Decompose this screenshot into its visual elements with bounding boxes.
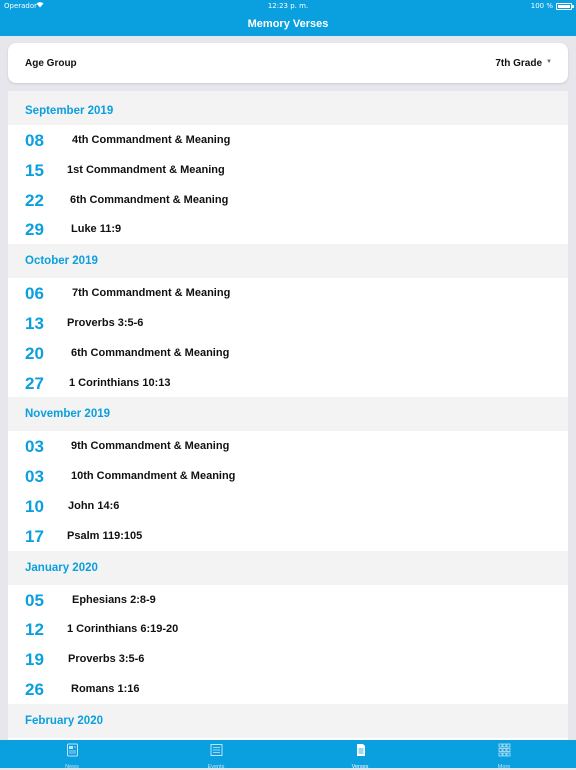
news-icon	[66, 743, 79, 762]
verse-row[interactable]	[8, 521, 568, 551]
verse-day: 03	[25, 437, 44, 457]
verse-day: 08	[25, 131, 44, 150]
tab-label: News	[65, 764, 79, 770]
month-header	[8, 397, 568, 431]
age-group-value: 7th Grade	[495, 57, 543, 69]
verse-day: 19	[25, 650, 44, 670]
verse-title: 6th Commandment & Meaning	[71, 346, 230, 359]
verse-day: 17	[25, 526, 44, 546]
age-group-dropdown[interactable]	[495, 58, 552, 69]
month-header	[8, 91, 568, 125]
tab-events[interactable]	[144, 740, 288, 768]
verse-row[interactable]	[8, 644, 568, 674]
caret-down-icon: ▼	[546, 59, 552, 65]
verse-list[interactable]	[8, 91, 568, 751]
tab-label: More	[497, 764, 511, 770]
verse-row[interactable]	[8, 278, 568, 308]
verse-title: Luke 11:9	[71, 223, 122, 236]
status-time: 12:23 p. m.	[267, 2, 309, 10]
month-label: November 2019	[25, 408, 111, 421]
verse-title: 1st Commandment & Meaning	[67, 163, 225, 176]
verse-day: 13	[25, 313, 44, 333]
battery-indicator	[531, 0, 572, 12]
month-label: October 2019	[25, 255, 98, 268]
age-group-selector[interactable]	[8, 43, 568, 83]
battery-percent: 100 %	[530, 2, 553, 10]
verse-row[interactable]	[8, 125, 568, 155]
verse-row[interactable]	[8, 614, 568, 644]
verse-row[interactable]	[8, 431, 568, 461]
month-label: September 2019	[25, 105, 114, 117]
tab-more[interactable]	[432, 740, 576, 768]
verse-row[interactable]	[8, 368, 568, 398]
age-group-label: Age Group	[25, 57, 77, 69]
verse-day: 26	[25, 679, 44, 699]
verse-title: 1 Corinthians 10:13	[69, 376, 171, 389]
verse-day: 12	[25, 620, 44, 640]
verse-row[interactable]	[8, 461, 568, 491]
verse-row[interactable]	[8, 185, 568, 215]
verse-row[interactable]	[8, 674, 568, 704]
verse-title: 4th Commandment & Meaning	[72, 134, 231, 146]
verse-title: 6th Commandment & Meaning	[70, 193, 229, 206]
verse-title: Proverbs 3:5-6	[68, 653, 145, 666]
status-bar	[0, 0, 576, 12]
verse-row[interactable]	[8, 308, 568, 338]
verse-title: Ephesians 2:8-9	[72, 593, 156, 606]
carrier-label: Operador	[4, 2, 38, 10]
nav-bar	[0, 12, 576, 36]
verse-title: 7th Commandment & Meaning	[72, 287, 231, 300]
tab-label: Verses	[351, 764, 369, 770]
verse-row[interactable]	[8, 585, 568, 615]
month-header	[8, 551, 568, 585]
verse-day: 03	[25, 467, 44, 487]
verse-day: 15	[25, 160, 44, 180]
month-label: February 2020	[25, 714, 103, 727]
events-icon	[210, 743, 223, 762]
tab-news[interactable]	[0, 740, 144, 768]
verse-title: 1 Corinthians 6:19-20	[67, 623, 179, 636]
more-icon	[498, 743, 511, 762]
verse-day: 29	[25, 220, 44, 240]
month-header	[8, 704, 568, 738]
month-label: January 2020	[25, 561, 98, 574]
verse-day: 20	[25, 343, 44, 363]
battery-icon	[556, 3, 572, 10]
verse-title: 10th Commandment & Meaning	[71, 470, 236, 483]
verse-row[interactable]	[8, 214, 568, 244]
verse-day: 22	[25, 190, 44, 210]
verse-title: Psalm 119:105	[67, 529, 143, 542]
verse-day: 27	[25, 373, 44, 393]
verse-day: 06	[25, 284, 44, 304]
verse-title: 9th Commandment & Meaning	[71, 440, 230, 453]
page-title: Memory Verses	[247, 18, 329, 30]
verse-row[interactable]	[8, 338, 568, 368]
verse-title: Proverbs 3:5-6	[67, 316, 144, 329]
month-header	[8, 244, 568, 278]
verse-day: 10	[25, 496, 44, 516]
tab-bar	[0, 740, 576, 768]
verse-title: Romans 1:16	[71, 682, 140, 695]
verse-row[interactable]	[8, 155, 568, 185]
tab-verses[interactable]	[288, 740, 432, 768]
verses-icon	[354, 743, 367, 762]
verse-title: John 14:6	[68, 499, 120, 512]
verse-day: 05	[25, 590, 44, 610]
verse-row[interactable]	[8, 491, 568, 521]
tab-label: Events	[207, 764, 225, 770]
